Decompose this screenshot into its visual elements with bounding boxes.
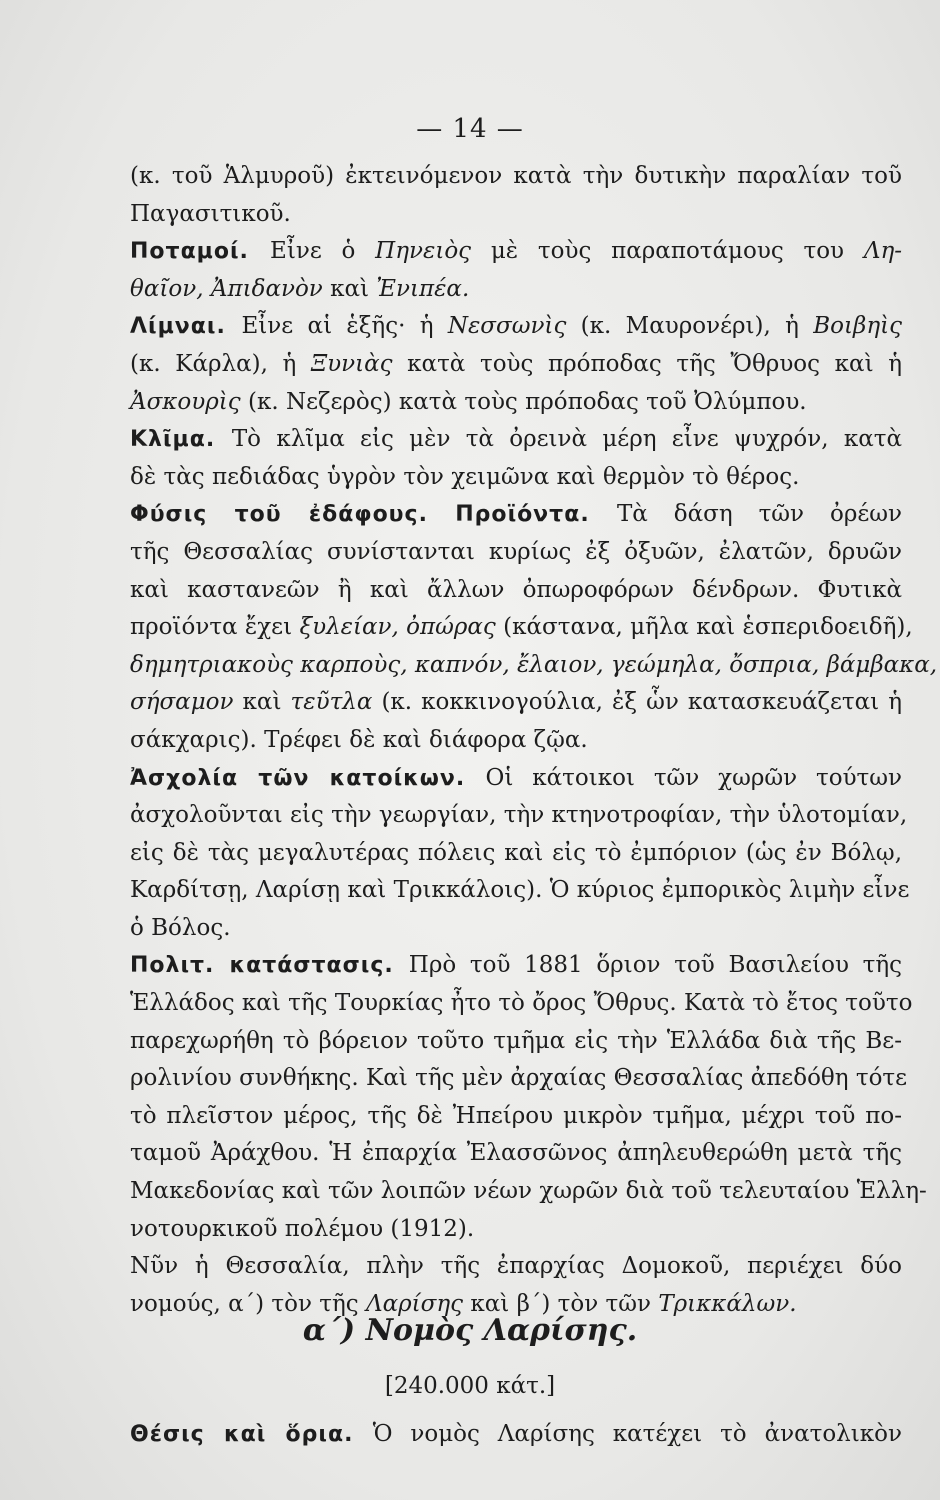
paragraph-heading: Ποταμοί. [130,239,271,265]
text-line [130,872,910,910]
text-run: Παγασιτικοῦ. [130,200,291,227]
text-line [130,1098,902,1136]
text-run: τὸ πλεῖστον μέρος, τῆς δὲ Ἠπείρου μικρὸν τμῆμα, μέχρι τοῦ πο- [130,1102,902,1129]
body-text [130,158,938,1323]
text-run: Ἑλλάδος καὶ τῆς Τουρκίας ἦτο τὸ ὄρος Ὄθρυς. Κατὰ τὸ ἔτος τοῦτο [130,990,913,1017]
text-run: ἀσχολοῦνται εἰς τὴν γεωργίαν, τὴν κτηνοτροφίαν, τὴν ὑλοτομίαν, [130,802,908,829]
text-run: Τὰ δάση τῶν ὀρέων [616,501,902,528]
text-line [130,797,908,835]
text-line [130,1060,908,1098]
text-run: καὶ [322,275,377,302]
text-run: Νῦν ἡ Θεσσαλία, πλὴν τῆς ἐπαρχίας Δομοκοῦ, περιέχει δύο [130,1253,902,1280]
text-line [130,1416,902,1454]
paragraph-heading: Λίμναι. [130,314,242,340]
text-run: (κάστανα, μῆλα καὶ ἑσπεριδοειδῆ), [495,614,913,641]
italic-term: Πηνειὸς [375,238,472,265]
text-line [130,459,902,497]
italic-term: ξυλείαν, ὀπώρας [299,614,496,641]
text-run: κατὰ τοὺς πρόποδας τῆς Ὄθρυος καὶ ἡ [392,350,902,377]
paragraph-heading: Φύσις τοῦ ἐδάφους. Προϊόντα. [130,502,617,528]
text-line [130,572,902,610]
text-line [130,1023,902,1061]
text-line [130,684,902,722]
text-run: παρεχωρήθη τὸ βόρειον τοῦτο τμῆμα εἰς τὴν Ἑλλάδα διὰ τῆς Βε- [130,1027,902,1054]
text-run: Τὸ κλῖμα εἰς μὲν τὰ ὀρεινὰ μέρη εἶνε ψυχρόν, κατὰ [231,426,902,453]
text-run: (κ. Κάρλα), ἡ [130,350,311,377]
italic-term: Ξυνιὰς [310,350,393,377]
final-paragraph-line [130,1416,902,1454]
text-run: νομούς, α΄) τὸν τῆς [130,1290,366,1317]
italic-term: Λη- [863,238,902,265]
text-line [130,233,902,271]
text-run: Μακεδονίας καὶ τῶν λοιπῶν νέων χωρῶν διὰ τοῦ τελευταίου Ἑλλη- [130,1178,927,1205]
text-line [130,308,902,346]
text-line [130,271,902,309]
paragraph-heading: Πολιτ. κατάστασις. [130,953,409,979]
text-line [130,947,902,985]
text-run: προϊόντα ἔχει [130,614,300,641]
text-run: Πρὸ τοῦ 1881 ὅριον τοῦ Βασιλείου τῆς [408,952,902,979]
italic-term: Ἐνιπέα. [376,275,470,302]
text-run: (κ. τοῦ Ἁλμυροῦ) ἐκτεινόμενον κατὰ τὴν δυτικὴν παραλίαν τοῦ [130,163,902,189]
text-run: (κ. κοκκινογούλια, ἐξ ὧν κατασκευάζεται ἡ [372,689,902,716]
section-title: α΄) Νομὸς Λαρίσης. [302,1313,638,1348]
text-run: νοτουρκικοῦ πολέμου (1912). [130,1215,475,1242]
italic-term: Βοιβηὶς [813,313,902,340]
text-run: ρολινίου συνθήκης. Καὶ τῆς μὲν ἀρχαίας Θεσσαλίας ἀπεδόθη τότε [130,1065,908,1092]
text-line [130,835,902,873]
paragraph-heading: Ἀσχολία τῶν κατοίκων. [130,765,486,791]
text-run: σάκχαρις). Τρέφει δὲ καὶ διάφορα ζῷα. [130,726,588,753]
text-run: καὶ καστανεῶν ἢ καὶ ἄλλων ὀπωροφόρων δένδρων. Φυτικὰ [130,576,902,603]
text-run: Ὁ νομὸς Λαρίσης κατέχει τὸ ἀνατολικὸν [372,1421,902,1447]
text-run: μὲ τοὺς παραποτάμους του [471,238,864,265]
text-line [130,609,913,647]
text-line [130,158,902,196]
italic-term: Λαρίσης [366,1290,464,1317]
italic-term: Ἀσκουρὶς [130,388,241,415]
text-run: Εἶνε αἱ ἑξῆς· ἡ [241,313,448,340]
text-run: εἰς δὲ τὰς μεγαλυτέρας πόλεις καὶ εἰς τὸ ἐμπόριον (ὡς ἐν Βόλῳ, [130,839,902,866]
text-line [130,421,902,459]
text-run: ταμοῦ Ἀράχθου. Ἡ ἐπαρχία Ἐλασσῶνος ἀπηλευθερώθη μετὰ τῆς [130,1140,902,1167]
text-line [130,496,902,534]
text-run: Εἶνε ὁ [270,238,376,265]
italic-term: Νεσσωνὶς [447,313,567,340]
area-figure: [240.000 κάτ.] [384,1373,556,1399]
text-run: ὁ Βόλος. [130,914,231,941]
text-line [130,985,913,1023]
text-line [130,534,902,572]
text-line [130,1211,902,1249]
text-line [130,760,902,798]
text-line [130,722,902,760]
italic-term: θαῖον, Ἀπιδανὸν [130,275,323,302]
text-line [130,1135,902,1173]
text-line [130,1173,927,1211]
text-line [130,346,902,384]
text-run: καὶ β΄) τὸν τῶν [463,1290,659,1317]
italic-term: τεῦτλα [290,689,373,716]
italic-term: σήσαμον [130,689,234,716]
paragraph-heading: Κλῖμα. [130,427,232,453]
italic-term: δημητριακοὺς καρποὺς, καπνόν, ἔλαιον, γεώμηλα, ὄσπρια, βάμβακα, [130,651,938,678]
text-run: καὶ [233,689,291,716]
text-run: (κ. Νεζερὸς) κατὰ τοὺς πρόποδας τοῦ Ὀλύμπου. [240,388,807,415]
page-number: — 14 — [416,114,524,144]
text-line [130,910,902,948]
text-line [130,196,902,234]
text-run: (κ. Μαυρονέρι), ἡ [566,313,814,340]
text-line [130,384,902,422]
text-run: τῆς Θεσσαλίας συνίστανται κυρίως ἐξ ὀξυῶν, ἐλατῶν, δρυῶν [130,538,902,565]
paragraph-heading: Θέσις καὶ ὅρια. [130,1422,373,1447]
text-line [130,647,938,685]
text-run: Οἱ κάτοικοι τῶν χωρῶν τούτων [485,764,903,791]
italic-term: Τρικκάλων. [658,1290,797,1317]
text-run: Καρδίτσῃ, Λαρίσῃ καὶ Τρικκάλοις). Ὁ κύριος ἐμπορικὸς λιμὴν εἶνε [130,877,910,904]
text-line [130,1248,902,1286]
text-run: δὲ τὰς πεδιάδας ὑγρὸν τὸν χειμῶνα καὶ θερμὸν τὸ θέρος. [130,463,800,490]
